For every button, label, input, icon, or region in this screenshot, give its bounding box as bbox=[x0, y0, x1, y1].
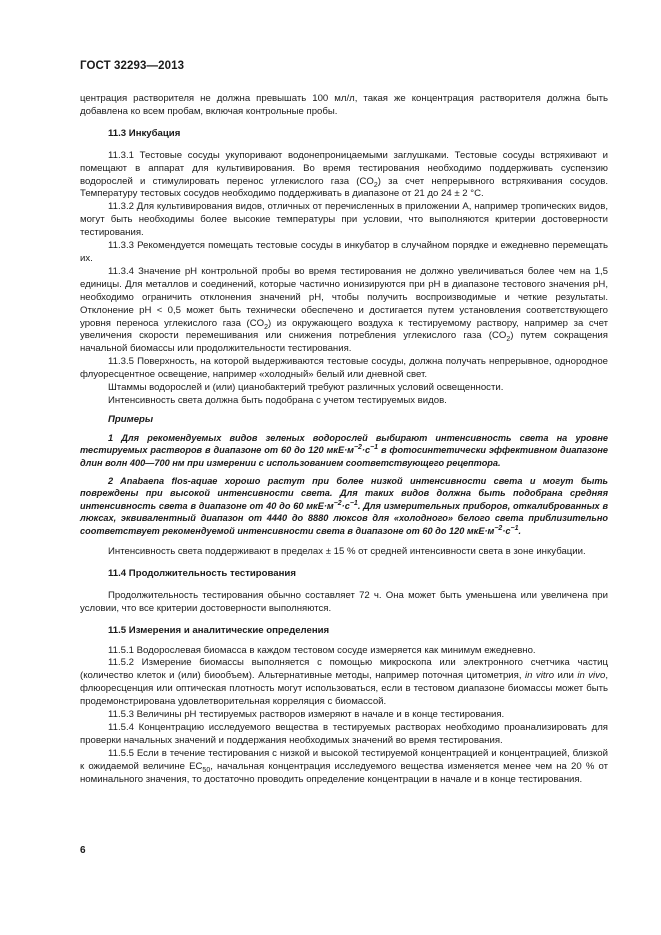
paragraph-11-3-2: 11.3.2 Для культивирования видов, отличных от перечисленных в приложении А, например тропических видов, могут быть необходимы более высокие температуры при условии, что выполняются критерии достоверности тестирования. bbox=[80, 201, 608, 239]
section-heading-11-4: 11.4 Продолжительность тестирования bbox=[108, 567, 296, 579]
page-number: 6 bbox=[80, 845, 86, 856]
paragraph-11-4: Продолжительность тестирования обычно составляет 72 ч. Она может быть уменьшена или увеличена при условии, что все критерии достоверности выполняются. bbox=[80, 589, 608, 614]
paragraph-strains: Штаммы водорослей и (или) цианобактерий требуют различных условий освещенности. bbox=[108, 382, 504, 394]
paragraph-11-3-4: 11.3.4 Значение pH контрольной пробы во время тестирования не должно увеличиваться более чем на 1,5 единицы. Для металлов и соединений, которые частично ионизируются при pH в диапазоне тестового значения pH, необходимо ограничить отклонения значений pH, чтобы получить воспроизводимые и четкие результаты. Отклонение pH < 0,5 может быть технически обеспечено и достигается путем установления соответствующего уровня переноса углекислого газа $(CO_2)$ из окружающего воздуха к тестируемому раствору, например за счет увеличения скорости перемешивания или снижения потребления углекислого газа $(CO_2)$ путем сокращения начальной биомассы или продолжительности тестирования. bbox=[80, 265, 609, 355]
document-header: ГОСТ 32293—2013 bbox=[80, 60, 185, 72]
paragraph-11-3-3: 11.3.3 Рекомендуется помещать тестовые сосуды в инкубатор в случайном порядке и ежедневно перемещать их. bbox=[80, 240, 608, 264]
paragraph-11-3-5: 11.3.5 Поверхность, на которой выдерживаются тестовые сосуды, должна получать непрерывное, однородное флуоресцентное освещение, например «холодный» белый или дневной свет. bbox=[80, 356, 608, 381]
paragraph-11-5-5: 11.5.5 Если в течение тестирования с низкой и высокой тестируемой концентрацией и концентрацией, близкой к ожидаемой величине $ЕС_{50}$, начальная концентрация исследуемого вещества изменяется менее чем на 20 % от номинального значения, то достаточно проводить определение концентрации в начале и в конце тестирования. bbox=[80, 747, 608, 785]
paragraph-11-5-1: 11.5.1 Водорослевая биомасса в каждом тестовом сосуде измеряется как минимум ежедневно. bbox=[108, 644, 536, 656]
paragraph-11-5-3: 11.5.3 Величины pH тестируемых растворов измеряют в начале и в конце тестирования. bbox=[108, 709, 505, 721]
example-1: 1 Для рекомендуемых видов зеленых водорослей выбирают интенсивность света на уровне тестируемых растворов в диапазоне от 60 до 120 $мкЕ\cdot м^{-2}\cdot с^{-1}$ в фотосинтетически эффективном диапазоне длин волн 400—700 нм при измерении с использованием соответствующего рецептора. bbox=[80, 432, 608, 468]
paragraph-11-3-1: 11.3.1 Тестовые сосуды укупоривают водонепроницаемыми заглушками. Тестовые сосуды встряхивают и помещают в аппарат для культивирования. Во время тестирования необходимо поддерживать суспензию водорослей и стимулировать перенос углекислого газа $(CO_2)$ за счет непрерывного встряхивания сосудов. Температуру тестовых сосудов необходимо поддерживать в диапазоне от 21 до 24 ± 2 °С. bbox=[80, 149, 608, 200]
paragraph-11-5-2: 11.5.2 Измерение биомассы выполняется с помощью микроскопа или электронного счетчика частиц (количество клеток и (или) биообъем). Альтернативные методы, например поточная цитометрия, in vitro или in vivo, флюоресценция или оптическая плотность могут использоваться, если в тестовом диапазоне биомассы может быть продемонстрирована удовлетворительная корреляция с биомассой. bbox=[80, 657, 608, 708]
example-2: 2 Anabaena flos-aquae хорошо растут при более низкой интенсивности света и могут быть повреждены при высокой интенсивности света. Для таких видов должна быть подобрана средняя интенсивность света в диапазоне от 40 до 60 $мкЕ\cdot м^{-2}\cdot с^{-1}$. Для измерительных приборов, откалиброванных в люксах, эквивалентный диапазон от 4440 до 8880 люксов для «холодного» белого света приблизительно соответствует рекомендуемой интенсивности света в диапазоне от 60 до 120 $мкЕ\cdot м^{-2}\cdot с^{-1}$. bbox=[80, 475, 608, 536]
paragraph-11-5-4: 11.5.4 Концентрацию исследуемого вещества в тестируемых растворах необходимо проанализировать для проверки начальных значений и поддержания необходимых значений во время тестирования. bbox=[80, 721, 608, 746]
paragraph-continuation: центрация растворителя не должна превышать 100 мл/л, такая же концентрация растворителя должна быть добавлена ко всем пробам, включая контрольные пробы. bbox=[80, 93, 608, 117]
document-body bbox=[80, 93, 608, 787]
paragraph-light-tolerance: Интенсивность света поддерживают в пределах ± 15 % от средней интенсивности света в зоне инкубации. bbox=[108, 546, 586, 557]
examples-title: Примеры bbox=[108, 413, 154, 425]
section-heading-11-3: 11.3 Инкубация bbox=[108, 127, 181, 139]
section-heading-11-5: 11.5 Измерения и аналитические определения bbox=[108, 624, 330, 636]
paragraph-light-intensity: Интенсивность света должна быть подобрана с учетом тестируемых видов. bbox=[108, 394, 447, 406]
